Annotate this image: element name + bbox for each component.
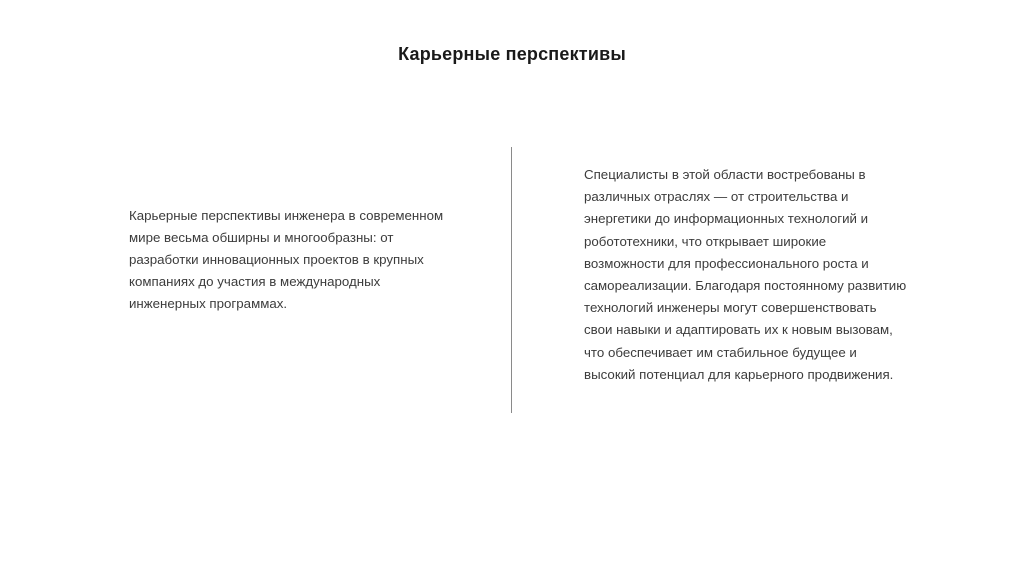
left-text-line: Карьерные перспективы инженера в современном bbox=[129, 208, 444, 223]
right-text-line: технологий инженеры могут совершенствовать bbox=[584, 300, 877, 316]
right-text-line: робототехники, что открывает широкие bbox=[584, 233, 827, 249]
right-text-line: возможности для профессионального роста и bbox=[584, 255, 869, 271]
right-text-line: высокий потенциал для карьерного продвижения. bbox=[584, 366, 894, 382]
left-text-column bbox=[129, 205, 469, 315]
right-text-line: различных отраслях — от строительства и bbox=[584, 189, 849, 205]
right-text-line: самореализации. Благодаря постоянному развитию bbox=[584, 278, 907, 294]
column-divider bbox=[511, 147, 512, 413]
right-text-column bbox=[584, 164, 924, 386]
right-text-line: что обеспечивает им стабильное будущее и bbox=[584, 344, 857, 360]
left-text-line: компаниях до участия в международных bbox=[129, 274, 381, 289]
right-text-line: энергетики до информационных технологий и bbox=[584, 211, 869, 227]
right-text-line: свои навыки и адаптировать их к новым вызовам, bbox=[584, 322, 893, 338]
slide-title: Карьерные перспективы bbox=[398, 44, 626, 64]
left-text-line: разработки инновационных проектов в крупных bbox=[129, 252, 424, 267]
left-text-line: мире весьма обширны и многообразны: от bbox=[129, 230, 394, 245]
right-text-line: Специалисты в этой области востребованы в bbox=[584, 167, 866, 182]
left-text-line: инженерных программах. bbox=[129, 296, 288, 311]
